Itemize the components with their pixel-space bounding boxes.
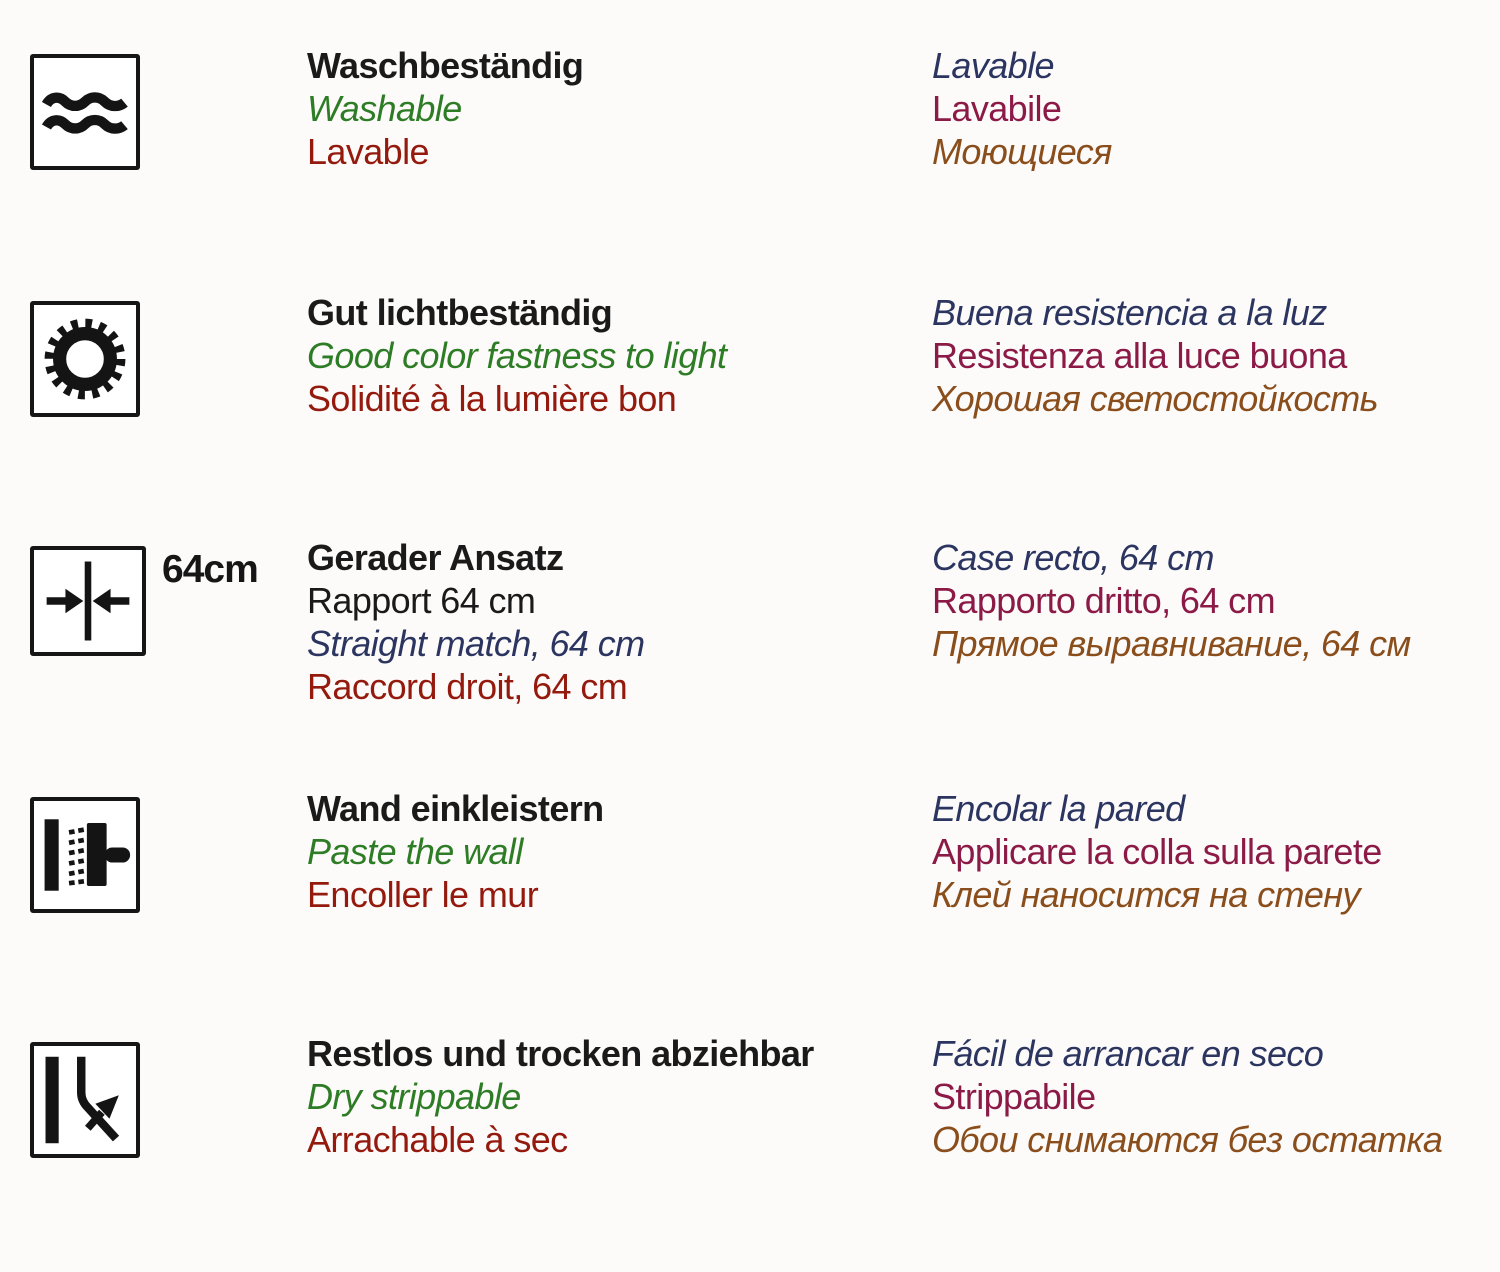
- label-french: Lavable: [307, 131, 429, 172]
- dry-strippable-right-labels: [932, 1032, 1442, 1161]
- lightfastness-middle-labels: [307, 291, 726, 420]
- lightfastness-right-labels: [932, 291, 1378, 420]
- label-italian: Applicare la colla sulla parete: [932, 831, 1382, 872]
- label-italian: Rapporto dritto, 64 cm: [932, 580, 1275, 621]
- label-russian: Моющиеся: [932, 131, 1112, 172]
- sun-glyph: [38, 309, 132, 409]
- straight-match-icon: [30, 546, 146, 656]
- label-spanish: Lavable: [932, 45, 1054, 86]
- label-german: Restlos und trocken abziehbar: [307, 1033, 814, 1074]
- straight-match-glyph: [38, 554, 138, 648]
- label-russian: Обои снимаются без остатка: [932, 1119, 1443, 1160]
- label-german: Gut lichtbeständig: [307, 292, 613, 333]
- row-paste-the-wall: [0, 787, 1500, 1027]
- label-english: Dry strippable: [307, 1076, 521, 1117]
- label-russian: Клей наносится на стену: [932, 874, 1360, 915]
- label-spanish: Fácil de arrancar en seco: [932, 1033, 1324, 1074]
- label-german: Gerader Ansatz: [307, 537, 564, 578]
- straight-match-icon-cell: [30, 546, 258, 656]
- waves-glyph: [38, 62, 132, 162]
- label-spanish: Encolar la pared: [932, 788, 1185, 829]
- label-german: Wand einkleistern: [307, 788, 604, 829]
- dry-strippable-icon-cell: [30, 1042, 140, 1158]
- lightfastness-icon-cell: [30, 301, 140, 417]
- dry-strippable-middle-labels: [307, 1032, 814, 1161]
- label-english: Paste the wall: [307, 831, 523, 872]
- washable-middle-labels: [307, 44, 583, 173]
- row-dry-strippable: [0, 1032, 1500, 1272]
- dry-strippable-peel-icon: [30, 1042, 140, 1158]
- label-german-repeat: Rapport 64 cm: [307, 580, 536, 621]
- label-french: Arrachable à sec: [307, 1119, 568, 1160]
- straight-match-middle-labels: [307, 536, 645, 708]
- label-russian: Прямое выравнивание, 64 см: [932, 623, 1411, 664]
- paste-the-wall-middle-labels: [307, 787, 604, 916]
- label-italian: Strippabile: [932, 1076, 1096, 1117]
- peel-glyph: [38, 1050, 132, 1150]
- label-italian: Resistenza alla luce buona: [932, 335, 1347, 376]
- label-italian: Lavabile: [932, 88, 1062, 129]
- label-english: Straight match, 64 cm: [307, 623, 645, 664]
- paste-the-wall-brush-icon: [30, 797, 140, 913]
- label-french: Raccord droit, 64 cm: [307, 666, 628, 707]
- paste-the-wall-icon-cell: [30, 797, 140, 913]
- label-german: Waschbeständig: [307, 45, 584, 86]
- row-straight-match: [0, 536, 1500, 776]
- row-lightfastness: [0, 291, 1500, 531]
- paste-the-wall-right-labels: [932, 787, 1382, 916]
- straight-match-right-labels: [932, 536, 1411, 665]
- label-french: Solidité à la lumière bon: [307, 378, 677, 419]
- repeat-size-label: 64cm: [162, 548, 258, 591]
- label-english: Washable: [307, 88, 462, 129]
- label-french: Encoller le mur: [307, 874, 539, 915]
- sun-lightfastness-icon: [30, 301, 140, 417]
- label-english: Good color fastness to light: [307, 335, 727, 376]
- washable-icon-cell: [30, 54, 140, 170]
- label-spanish: Case recto, 64 cm: [932, 537, 1214, 578]
- label-russian: Хорошая светостойкость: [932, 378, 1379, 419]
- label-spanish: Buena resistencia a la luz: [932, 292, 1327, 333]
- washable-waves-icon: [30, 54, 140, 170]
- brush-glyph: [38, 805, 132, 905]
- row-washable: [0, 44, 1500, 284]
- washable-right-labels: [932, 44, 1112, 173]
